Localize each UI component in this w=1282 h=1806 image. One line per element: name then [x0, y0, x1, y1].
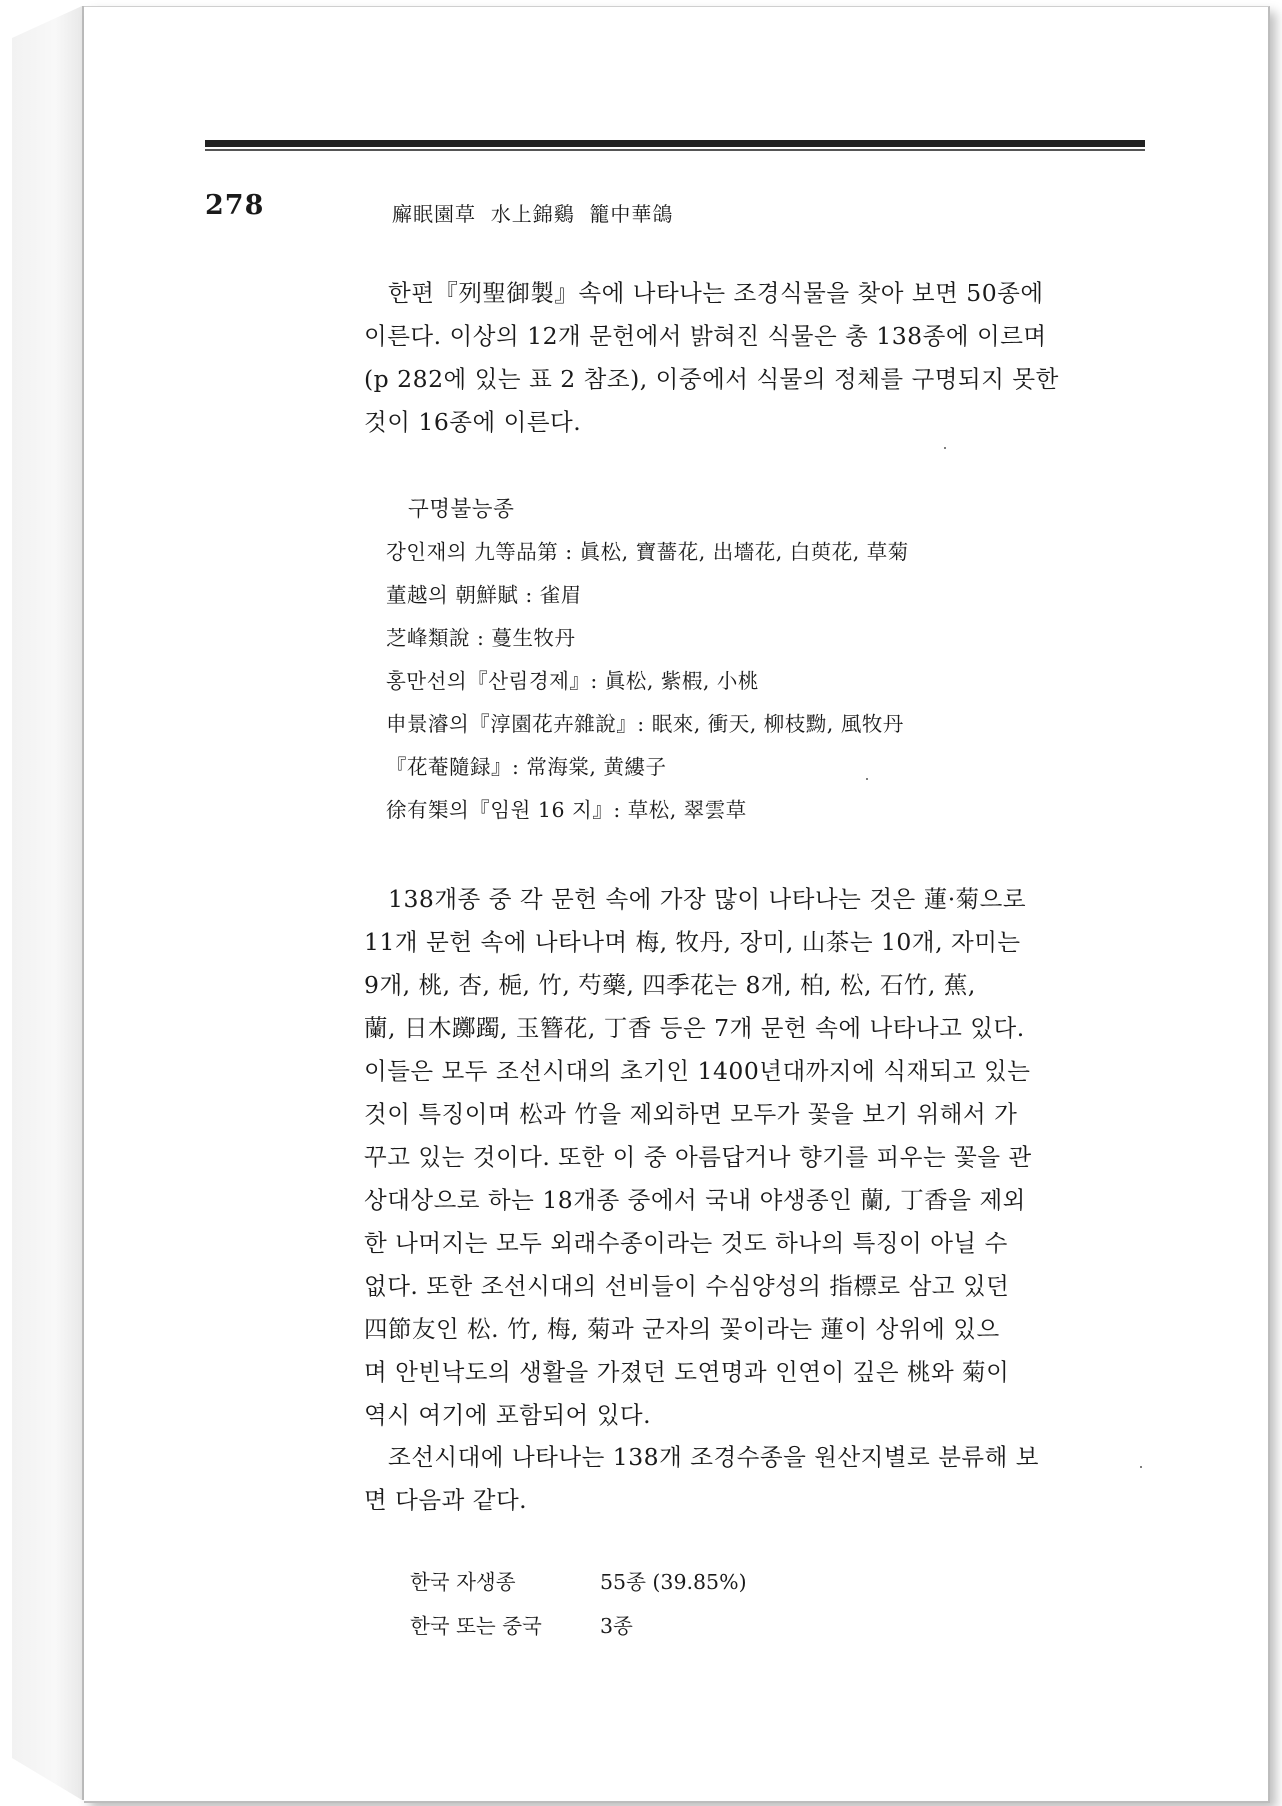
- stat-value: 55종 (39.85%): [600, 1570, 747, 1594]
- list-item: 董越의 朝鮮賦 : 雀眉: [386, 583, 582, 607]
- text-line: 역시 여기에 포함되어 있다.: [364, 1401, 652, 1429]
- page-number: 278: [205, 190, 265, 221]
- list-item: 芝峰類說 : 蔓生牧丹: [386, 626, 576, 650]
- stat-row: [410, 1560, 747, 1604]
- text-line: (p 282에 있는 표 2 참조), 이중에서 식물의 정체를 구명되지 못한: [364, 365, 1059, 393]
- stat-value: 3종: [600, 1614, 633, 1638]
- text-line: 한 나머지는 모두 외래수종이라는 것도 하나의 특징이 아닐 수: [364, 1229, 1008, 1257]
- book-side-edge: [12, 6, 84, 1800]
- scan-speck: [1140, 1466, 1142, 1468]
- text-line: 蘭, 日木躑躅, 玉簪花, 丁香 등은 7개 문헌 속에 나타나고 있다.: [364, 1014, 1025, 1042]
- text-line: 四節友인 松. 竹, 梅, 菊과 군자의 꽃이라는 蓮이 상위에 있으: [364, 1315, 1000, 1343]
- list-item: 申景濬의『淳園花卉雜說』: 眠來, 衝天, 柳枝黝, 風牧丹: [386, 712, 904, 736]
- text-line: 없다. 또한 조선시대의 선비들이 수심양성의 指標로 삼고 있던: [364, 1272, 1010, 1300]
- list-item: 徐有榘의『임원 16 지』: 草松, 翠雲草: [386, 798, 747, 822]
- text-line: 11개 문헌 속에 나타나며 梅, 牧丹, 장미, 山茶는 10개, 자미는: [364, 928, 1021, 956]
- text-line: 꾸고 있는 것이다. 또한 이 중 아름답거나 향기를 피우는 꽃을 관: [364, 1143, 1032, 1171]
- list-item: 강인재의 九等品第 : 眞松, 寶薔花, 出墻花, 白萸花, 草菊: [386, 540, 909, 564]
- origin-stats: [410, 1560, 747, 1648]
- stat-label: 한국 자생종: [410, 1570, 516, 1594]
- header-rule-thick: [205, 140, 1145, 147]
- text-line: 것이 특징이며 松과 竹을 제외하면 모두가 꽃을 보기 위해서 가: [364, 1100, 1018, 1128]
- list-item: 『花菴隨録』: 常海棠, 黄縷子: [386, 755, 667, 779]
- text-line: 것이 16종에 이른다.: [364, 408, 582, 436]
- scan-speck: [866, 778, 868, 780]
- text-line: 상대상으로 하는 18개종 중에서 국내 야생종인 蘭, 丁香을 제외: [364, 1186, 1026, 1214]
- stat-label: 한국 또는 중국: [410, 1614, 542, 1638]
- paragraph-frequency: [364, 878, 1136, 1437]
- paragraph-origin: [364, 1436, 1136, 1522]
- text-line: 138개종 중 각 문헌 속에 가장 많이 나타나는 것은 蓮·菊으로: [388, 885, 1027, 913]
- text-line: 이들은 모두 조선시대의 초기인 1400년대까지에 식재되고 있는: [364, 1057, 1031, 1085]
- running-head: 廨眠園草 水上錦鷄 籠中華鴿: [392, 202, 674, 226]
- header-rule-thin: [205, 149, 1145, 151]
- text-line: 9개, 桃, 杏, 梔, 竹, 芍藥, 四季花는 8개, 柏, 松, 石竹, 蕉,: [364, 971, 976, 999]
- list-heading: 구명불능종: [408, 497, 515, 522]
- paragraph-intro: [364, 272, 1136, 444]
- scan-speck: [944, 447, 946, 449]
- text-line: 이른다. 이상의 12개 문헌에서 밝혀진 식물은 총 138종에 이르며: [364, 322, 1047, 350]
- stat-row: [410, 1604, 747, 1648]
- text-line: 조선시대에 나타나는 138개 조경수종을 원산지별로 분류해 보: [388, 1443, 1039, 1471]
- unidentified-species-list: [386, 488, 909, 832]
- text-line: 면 다음과 같다.: [364, 1486, 528, 1514]
- list-item: 홍만선의『산림경제』: 眞松, 紫椵, 小桃: [386, 669, 759, 693]
- text-line: 며 안빈낙도의 생활을 가졌던 도연명과 인연이 깊은 桃와 菊이: [364, 1358, 1010, 1386]
- text-line: 한편『列聖御製』속에 나타나는 조경식물을 찾아 보면 50종에: [388, 279, 1044, 307]
